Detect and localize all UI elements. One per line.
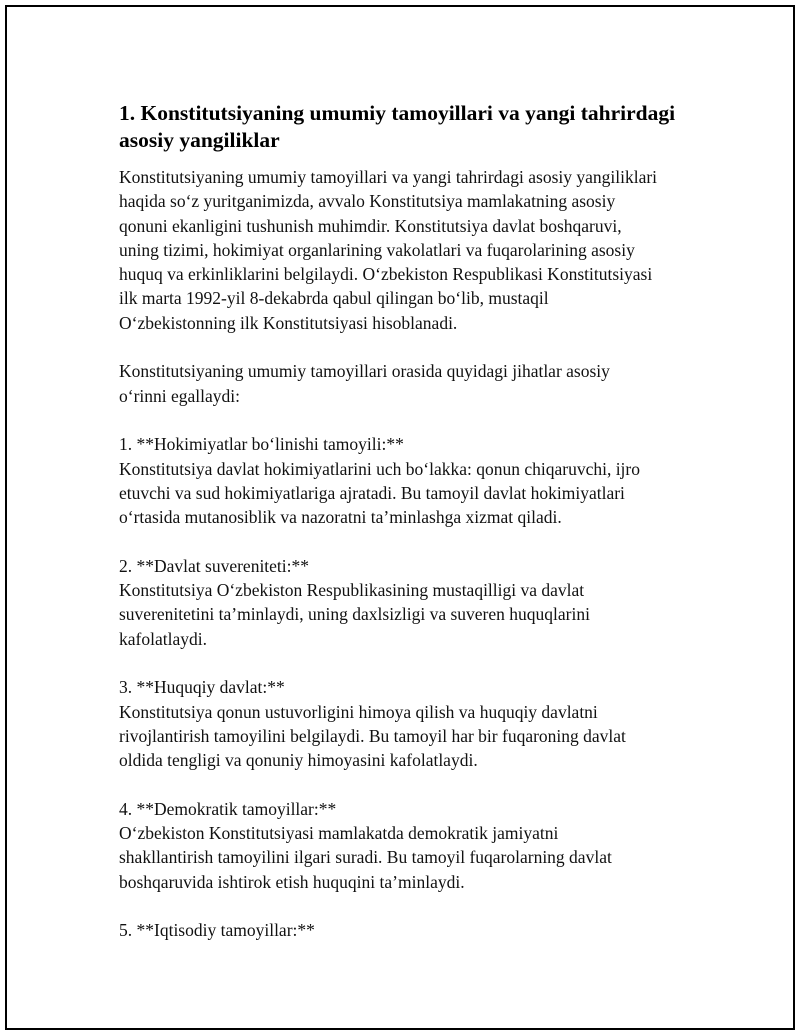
principle-title: 4. **Demokratik tamoyillar:**: [119, 798, 337, 819]
principle-item-5: [119, 918, 719, 942]
section-heading: 1. Konstitutsiyaning umumiy tamoyillari va yangi tahrirdagi asosiy yangiliklar: [119, 101, 676, 152]
document-content: [119, 100, 719, 943]
principle-title: 1. **Hokimiyatlar bo‘linishi tamoyili:**: [119, 434, 404, 455]
principle-item-3: [119, 675, 719, 772]
paragraph-spacer: [119, 408, 719, 432]
principle-item-2: [119, 554, 719, 651]
paragraph-spacer: [119, 335, 719, 359]
principle-title: 2. **Davlat suvereniteti:**: [119, 555, 310, 576]
principle-body: O‘zbekiston Konstitutsiyasi mamlakatda demokratik jamiyatni shakllantirish tamoyilini ilgari suradi. Bu tamoyil fuqarolarning davlat boshqaruvida ishtirok etish huquqini ta’minlaydi.: [119, 823, 612, 892]
intro-paragraph: Konstitutsiyaning umumiy tamoyillari va yangi tahrirdagi asosiy yangiliklari haqida so‘z yuritganimizda, avvalo Konstitutsiya mamlakatning asosiy qonuni ekanligini tushunish muhimdir. Konstitutsiya davlat boshqaruvi, uning tizimi, hokimiyat organlarining vakolatlari va fuqarolarining asosiy huquq va erkinliklarini belgilaydi. O‘zbekiston Respublikasi Konstitutsiyasi ilk marta 1992-yil 8-dekabrda qabul qilingan bo‘lib, mustaqil O‘zbekistonning ilk Konstitutsiyasi hisoblanadi.: [119, 167, 658, 333]
principle-body: Konstitutsiya O‘zbekiston Respublikasining mustaqilligi va davlat suverenitetini ta’minlaydi, uning daxlsizligi va suveren huquqlarini kafolatlaydi.: [119, 580, 590, 649]
principle-title: 5. **Iqtisodiy tamoyillar:**: [119, 920, 315, 941]
document-page: [5, 5, 795, 1030]
principles-intro-paragraph: Konstitutsiyaning umumiy tamoyillari orasida quyidagi jihatlar asosiy o‘rinni egallaydi:: [119, 361, 610, 406]
paragraph-spacer: [119, 529, 719, 553]
paragraph-spacer: [119, 772, 719, 796]
principle-item-4: [119, 797, 719, 894]
paragraph-spacer: [119, 894, 719, 918]
paragraph-spacer: [119, 651, 719, 675]
principle-item-1: [119, 432, 719, 529]
principle-title: 3. **Huquqiy davlat:**: [119, 677, 285, 698]
principle-body: Konstitutsiya davlat hokimiyatlarini uch bo‘lakka: qonun chiqaruvchi, ijro etuvchi va sud hokimiyatlariga ajratadi. Bu tamoyil davlat hokimiyatlari o‘rtasida mutanosiblik va nazoratni ta’minlashga xizmat qiladi.: [119, 458, 641, 528]
principle-body: Konstitutsiya qonun ustuvorligini himoya qilish va huquqiy davlatni rivojlantirish tamoyilini belgilaydi. Bu tamoyil har bir fuqaroning davlat oldida tengligi va qonuniy himoyasini kafolatlaydi.: [119, 701, 626, 771]
